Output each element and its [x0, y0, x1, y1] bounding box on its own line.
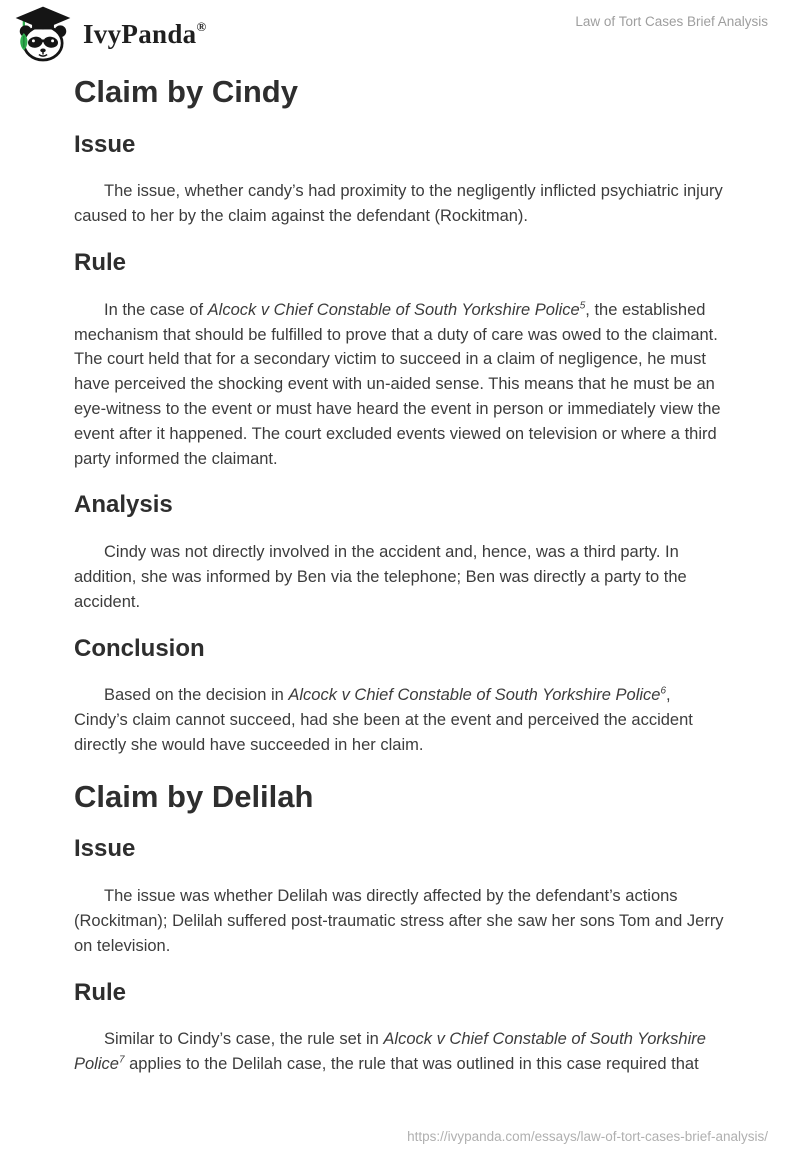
section-heading: Rule: [74, 978, 127, 1006]
chapter-heading: Claim by Cindy: [74, 74, 298, 109]
paragraph: The issue, whether candy’s had proximity to the negligently inflicted psychiatric injury caused to her by the claim against the defendant (Rockitman).: [74, 182, 723, 226]
chapter-heading: Claim by Delilah: [74, 778, 314, 814]
section-heading: Analysis: [74, 491, 173, 519]
paragraph: Cindy was not directly involved in the accident and, hence, was a third party. In addition, she was informed by Ben via the telephone; Ben was directly a party to the accident.: [74, 543, 687, 611]
paragraph: Similar to Cindy’s case, the rule set in Alcock v Chief Constable of South Yorkshire Police$^7$ applies to the Delilah case, the rule that was outlined in this case required that: [74, 1030, 706, 1074]
paragraph: In the case of Alcock v Chief Constable of South Yorkshire Police$^5$, the established mechanism that should be fulfilled to prove that a duty of care was owed to the claimant. The court held that for a secondary victim to succeed in a claim of negligence, he must have perceived the shocking event with un-aided sense. This means that he must be an eye-witness to the event or must have heard the event in person or immediately view the event after it happened. The court excluded events viewed on television or where a third party informed the claimant.: [74, 300, 721, 468]
section-heading: Rule: [74, 249, 127, 277]
page-header-title: Law of Tort Cases Brief Analysis: [575, 14, 768, 29]
paragraph: Based on the decision in Alcock v Chief Constable of South Yorkshire Police$^6$, Cindy’s claim cannot succeed, had she been at the event and perceived the accident directly she would have succeeded in her claim.: [74, 685, 693, 754]
section-heading: Issue: [74, 835, 136, 863]
registered-mark: ®: [196, 18, 207, 34]
panda-graduate-logo-icon: [12, 5, 74, 63]
section-heading: Issue: [74, 130, 136, 158]
brand-name: IvyPanda®: [83, 18, 207, 49]
footer-url: https://ivypanda.com/essays/law-of-tort-cases-brief-analysis/: [407, 1129, 768, 1144]
document-body: [74, 53, 727, 1093]
section-heading: Conclusion: [74, 634, 205, 662]
paragraph: The issue was whether Delilah was directly affected by the defendant’s actions (Rockitman); Delilah suffered post-traumatic stress after she saw her sons Tom and Jerry on television.: [74, 887, 724, 955]
